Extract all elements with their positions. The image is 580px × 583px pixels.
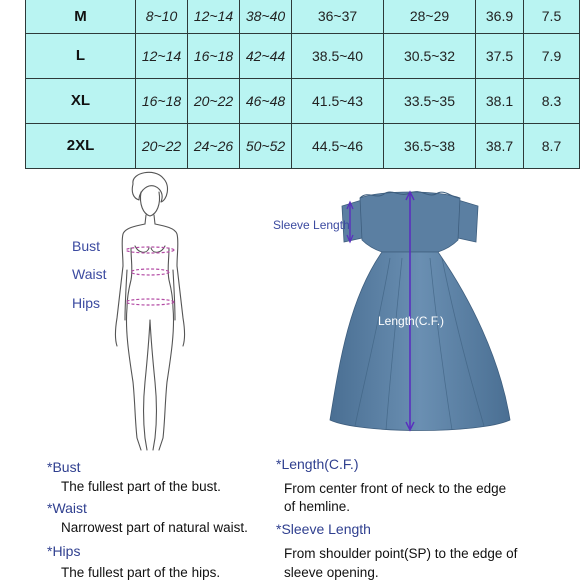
size-cell: L bbox=[26, 33, 136, 78]
hips-label: Hips bbox=[72, 295, 101, 311]
table-cell: 38.7 bbox=[476, 123, 524, 168]
length-def-text-1: From center front of neck to the edge bbox=[284, 481, 507, 496]
table-cell: 7.5 bbox=[524, 0, 580, 33]
bust-def-text: The fullest part of the bust. bbox=[61, 479, 221, 494]
sleeve-length-label: Sleeve Length bbox=[273, 218, 350, 232]
table-cell: 8.7 bbox=[524, 123, 580, 168]
table-cell: 16~18 bbox=[136, 78, 188, 123]
table-cell: 42~44 bbox=[240, 33, 292, 78]
table-row bbox=[26, 33, 580, 78]
table-row bbox=[26, 123, 580, 168]
table-cell: 38.5~40 bbox=[292, 33, 384, 78]
length-cf-label: Length(C.F.) bbox=[378, 314, 445, 328]
hips-def-text: The fullest part of the hips. bbox=[61, 565, 221, 580]
table-cell: 20~22 bbox=[188, 78, 240, 123]
sleeve-def-text-1: From shoulder point(SP) to the edge of bbox=[284, 546, 518, 561]
table-cell: 50~52 bbox=[240, 123, 292, 168]
table-row bbox=[26, 0, 580, 33]
table-cell: 37.5 bbox=[476, 33, 524, 78]
table-cell: 12~14 bbox=[136, 33, 188, 78]
size-cell: 2XL bbox=[26, 123, 136, 168]
body-figure-illustration bbox=[95, 170, 205, 455]
table-cell: 16~18 bbox=[188, 33, 240, 78]
table-cell: 24~26 bbox=[188, 123, 240, 168]
table-cell: 7.9 bbox=[524, 33, 580, 78]
bust-label: Bust bbox=[72, 238, 101, 254]
table-cell: 44.5~46 bbox=[292, 123, 384, 168]
table-cell: 28~29 bbox=[384, 0, 476, 33]
waist-def-title: *Waist bbox=[47, 500, 87, 516]
table-cell: 20~22 bbox=[136, 123, 188, 168]
hips-def-title: *Hips bbox=[47, 543, 81, 559]
table-cell: 38.1 bbox=[476, 78, 524, 123]
table-cell: 41.5~43 bbox=[292, 78, 384, 123]
length-def-text-2: of hemline. bbox=[284, 499, 351, 514]
table-row bbox=[26, 78, 580, 123]
size-cell: XL bbox=[26, 78, 136, 123]
table-cell: 36.9 bbox=[476, 0, 524, 33]
sleeve-def-text-2: sleeve opening. bbox=[284, 565, 379, 580]
table-cell: 36~37 bbox=[292, 0, 384, 33]
bust-def-title: *Bust bbox=[47, 459, 81, 475]
length-def-title: *Length(C.F.) bbox=[276, 456, 359, 472]
table-cell: 38~40 bbox=[240, 0, 292, 33]
size-table bbox=[25, 0, 580, 169]
table-cell: 46~48 bbox=[240, 78, 292, 123]
size-cell: M bbox=[26, 0, 136, 33]
table-cell: 8.3 bbox=[524, 78, 580, 123]
table-cell: 30.5~32 bbox=[384, 33, 476, 78]
sleeve-def-title: *Sleeve Length bbox=[276, 521, 371, 537]
waist-def-text: Narrowest part of natural waist. bbox=[61, 520, 248, 535]
table-cell: 33.5~35 bbox=[384, 78, 476, 123]
table-cell: 12~14 bbox=[188, 0, 240, 33]
waist-label: Waist bbox=[72, 266, 107, 282]
table-cell: 8~10 bbox=[136, 0, 188, 33]
table-cell: 36.5~38 bbox=[384, 123, 476, 168]
dress-illustration bbox=[320, 188, 520, 438]
